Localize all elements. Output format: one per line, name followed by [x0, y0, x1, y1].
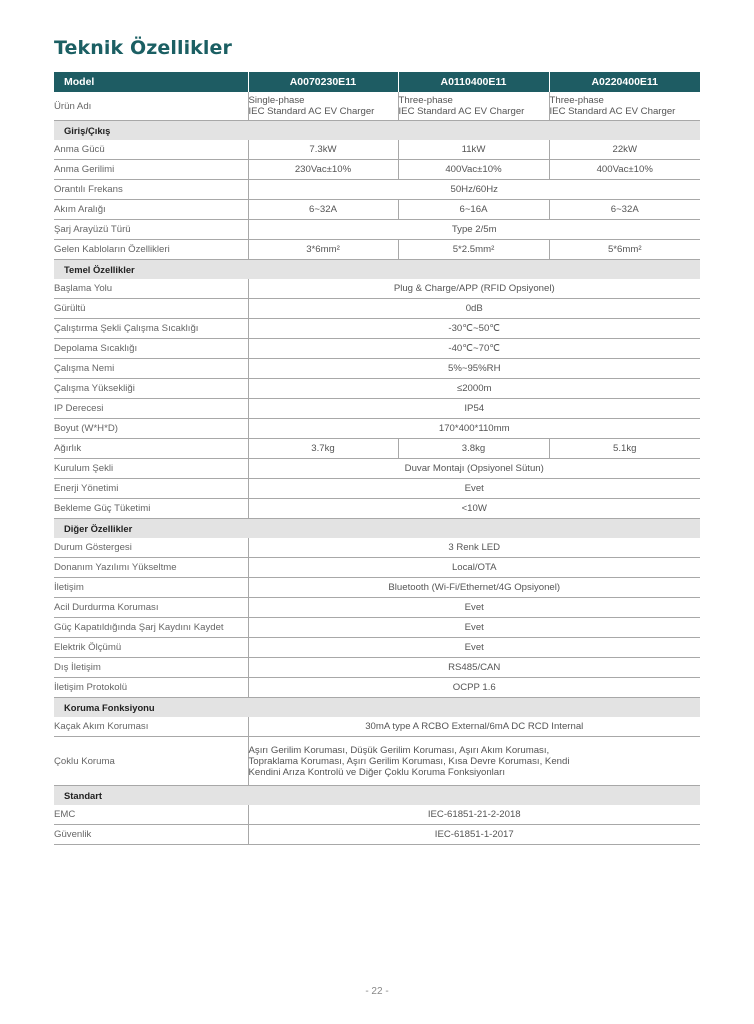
- cell-value: -40℃~70℃: [248, 339, 700, 359]
- table-row: [54, 479, 700, 499]
- table-row: [54, 140, 700, 160]
- cell-value: [248, 737, 700, 786]
- table-row: [54, 220, 700, 240]
- row-label: Gelen Kabloların Özellikleri: [54, 240, 248, 260]
- row-label: Ağırlık: [54, 439, 248, 459]
- spec-table: [54, 72, 700, 845]
- table-row: [54, 319, 700, 339]
- table-row: [54, 379, 700, 399]
- cell-value: 7.3kW: [248, 140, 398, 160]
- cell-value: 3.8kg: [398, 439, 549, 459]
- product-name-1: Single-phase IEC Standard AC EV Charger: [248, 92, 398, 121]
- cell-value: 22kW: [549, 140, 700, 160]
- cell-value: Evet: [248, 618, 700, 638]
- table-row: [54, 299, 700, 319]
- cell-value: 6~32A: [248, 200, 398, 220]
- table-row: [54, 737, 700, 786]
- cell-value: 11kW: [398, 140, 549, 160]
- table-row: [54, 717, 700, 737]
- row-label: Şarj Arayüzü Türü: [54, 220, 248, 240]
- cell-value: 6~16A: [398, 200, 549, 220]
- row-label: Depolama Sıcaklığı: [54, 339, 248, 359]
- table-row: [54, 439, 700, 459]
- section-header-other: Diğer Özellikler: [54, 519, 700, 539]
- cell-value: <10W: [248, 499, 700, 519]
- row-label: Donanım Yazılımı Yükseltme: [54, 558, 248, 578]
- cell-value: 6~32A: [549, 200, 700, 220]
- row-label: Anma Gerilimi: [54, 160, 248, 180]
- cell-value: 3 Renk LED: [248, 538, 700, 558]
- row-label: Bekleme Güç Tüketimi: [54, 499, 248, 519]
- model-1-header: A0070230E11: [248, 72, 398, 92]
- row-label: Kaçak Akım Koruması: [54, 717, 248, 737]
- model-2-header: A0110400E11: [398, 72, 549, 92]
- table-row: [54, 339, 700, 359]
- section-header-basic: Temel Özellikler: [54, 260, 700, 280]
- section-header-protection: Koruma Fonksiyonu: [54, 698, 700, 718]
- row-label: Anma Gücü: [54, 140, 248, 160]
- row-label: Boyut (W*H*D): [54, 419, 248, 439]
- cell-value: 5.1kg: [549, 439, 700, 459]
- row-label: Durum Göstergesi: [54, 538, 248, 558]
- cell-value: 30mA type A RCBO External/6mA DC RCD Internal: [248, 717, 700, 737]
- row-label: IP Derecesi: [54, 399, 248, 419]
- cell-value: IP54: [248, 399, 700, 419]
- row-label: Kurulum Şekli: [54, 459, 248, 479]
- row-label: Ürün Adı: [54, 92, 248, 121]
- row-label: Akım Aralığı: [54, 200, 248, 220]
- cell-value: 170*400*110mm: [248, 419, 700, 439]
- cell-value: Bluetooth (Wi-Fi/Ethernet/4G Opsiyonel): [248, 578, 700, 598]
- table-row: [54, 805, 700, 825]
- section-header-io: Giriş/Çıkış: [54, 121, 700, 141]
- table-row: [54, 419, 700, 439]
- multi-line-3: Kendini Arıza Kontrolü ve Diğer Çoklu Koruma Fonksiyonları: [248, 766, 505, 778]
- section-header-standard: Standart: [54, 786, 700, 806]
- table-row: [54, 499, 700, 519]
- table-row: [54, 200, 700, 220]
- cell-value: Type 2/5m: [248, 220, 700, 240]
- row-label: Elektrik Ölçümü: [54, 638, 248, 658]
- row-label: Başlama Yolu: [54, 279, 248, 299]
- table-row: [54, 359, 700, 379]
- table-row: [54, 538, 700, 558]
- table-row: [54, 160, 700, 180]
- row-label: Çoklu Koruma: [54, 737, 248, 786]
- row-label: Çalıştırma Şekli Çalışma Sıcaklığı: [54, 319, 248, 339]
- table-row: [54, 618, 700, 638]
- row-label: Güvenlik: [54, 825, 248, 845]
- cell-value: -30℃~50℃: [248, 319, 700, 339]
- cell-value: Plug & Charge/APP (RFID Opsiyonel): [248, 279, 700, 299]
- cell-value: 5*2.5mm²: [398, 240, 549, 260]
- cell-value: Evet: [248, 479, 700, 499]
- row-label: Çalışma Yüksekliği: [54, 379, 248, 399]
- page-number: - 22 -: [365, 986, 389, 997]
- row-label: Acil Durdurma Koruması: [54, 598, 248, 618]
- row-label: Orantılı Frekans: [54, 180, 248, 200]
- cell-value: 3*6mm²: [248, 240, 398, 260]
- model-3-header: A0220400E11: [549, 72, 700, 92]
- cell-value: 0dB: [248, 299, 700, 319]
- table-row: [54, 279, 700, 299]
- cell-value: 400Vac±10%: [398, 160, 549, 180]
- cell-value: IEC-61851-21-2-2018: [248, 805, 700, 825]
- table-row: [54, 678, 700, 698]
- table-row: [54, 240, 700, 260]
- cell-value: IEC-61851-1-2017: [248, 825, 700, 845]
- table-row: [54, 92, 700, 121]
- row-label: Çalışma Nemi: [54, 359, 248, 379]
- table-row: [54, 658, 700, 678]
- cell-value: OCPP 1.6: [248, 678, 700, 698]
- cell-value: 50Hz/60Hz: [248, 180, 700, 200]
- table-row: [54, 638, 700, 658]
- table-row: [54, 825, 700, 845]
- table-row: [54, 399, 700, 419]
- cell-value: Duvar Montajı (Opsiyonel Sütun): [248, 459, 700, 479]
- product-name-2: Three-phase IEC Standard AC EV Charger: [398, 92, 549, 121]
- page-title: Teknik Özellikler: [54, 37, 232, 59]
- cell-value: RS485/CAN: [248, 658, 700, 678]
- cell-value: Evet: [248, 598, 700, 618]
- table-header: [54, 72, 700, 92]
- row-label: EMC: [54, 805, 248, 825]
- table-row: [54, 180, 700, 200]
- cell-value: 230Vac±10%: [248, 160, 398, 180]
- row-label: Gürültü: [54, 299, 248, 319]
- row-label: Enerji Yönetimi: [54, 479, 248, 499]
- cell-value: 5*6mm²: [549, 240, 700, 260]
- table-row: [54, 459, 700, 479]
- cell-value: 3.7kg: [248, 439, 398, 459]
- multi-line-2: Topraklama Koruması, Aşırı Gerilim Koruması, Kısa Devre Koruması, Kendi: [248, 755, 570, 767]
- row-label: İletişim Protokolü: [54, 678, 248, 698]
- row-label: İletişim: [54, 578, 248, 598]
- table-row: [54, 578, 700, 598]
- cell-value: Local/OTA: [248, 558, 700, 578]
- cell-value: ≤2000m: [248, 379, 700, 399]
- cell-value: Evet: [248, 638, 700, 658]
- multi-line-1: Aşırı Gerilim Koruması, Düşük Gerilim Koruması, Aşırı Akım Koruması,: [248, 744, 550, 756]
- row-label: Dış İletişim: [54, 658, 248, 678]
- product-name-3: Three-phase IEC Standard AC EV Charger: [549, 92, 700, 121]
- table-row: [54, 558, 700, 578]
- cell-value: 5%~95%RH: [248, 359, 700, 379]
- model-header: Model: [54, 72, 248, 92]
- table-row: [54, 598, 700, 618]
- cell-value: 400Vac±10%: [549, 160, 700, 180]
- row-label: Güç Kapatıldığında Şarj Kaydını Kaydet: [54, 618, 248, 638]
